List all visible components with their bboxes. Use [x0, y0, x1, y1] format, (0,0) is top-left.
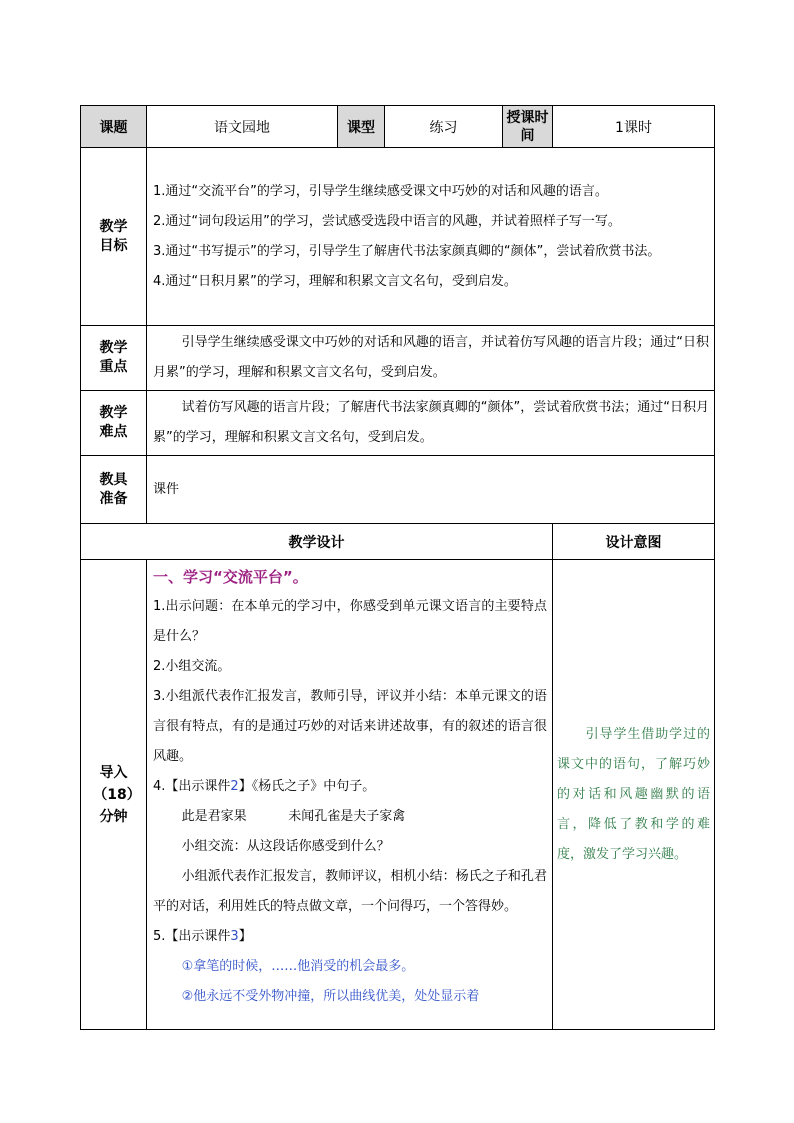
type-label: 课型	[338, 106, 385, 148]
objective-item: 3.通过“书写提示”的学习，引导学生了解唐代书法家颜真卿的“颜体”，尝试着欣赏书法。	[153, 243, 661, 259]
step-5-prefix: 5.【出示课件	[153, 929, 231, 944]
step-4	[153, 772, 547, 802]
key-points-label	[81, 326, 147, 391]
difficulties-text: 试着仿写风趣的语言片段；了解唐代书法家颜真卿的“颜体”，尝试着欣赏书法；通过“日积月累”的学习，理解和积累文言文名句，受到启发。	[153, 400, 710, 445]
materials-row	[81, 456, 715, 524]
lead-in-row	[81, 560, 715, 1030]
design-header-row	[81, 524, 715, 560]
objectives-label	[81, 148, 147, 326]
step-4-prefix: 4.【出示课件	[153, 779, 231, 794]
step-text: 2.小组交流。	[153, 659, 231, 674]
step-5	[153, 922, 547, 952]
intent-content	[553, 560, 715, 1030]
stage-label	[81, 560, 147, 1030]
example-line: ②他永远不受外物冲撞，所以曲线优美，处处显示着	[181, 989, 480, 1004]
section-title: 一、学习“交流平台”。	[153, 568, 308, 586]
design-content	[147, 560, 553, 1030]
step-4-suffix: 】《杨氏之子》中句子。	[238, 779, 376, 794]
hours-label: 授课时间	[503, 106, 553, 148]
courseware-number: 3	[230, 929, 239, 944]
materials-content	[147, 456, 715, 524]
topic-label: 课题	[81, 106, 147, 148]
design-column-header: 教学设计	[81, 524, 553, 560]
objectives-label-text: 教学目标	[99, 218, 128, 254]
difficulties-label-text: 教学难点	[99, 405, 128, 440]
discuss-text: 小组交流：从这段话你感受到什么？	[181, 839, 390, 854]
objective-item: 1.通过“交流平台”的学习，引导学生继续感受课文中巧妙的对话和风趣的语言。	[153, 183, 608, 199]
quote-b: 未闻孔雀是夫子家禽	[288, 809, 406, 824]
objective-item: 4.通过“日积月累”的学习，理解和积累文言文名句，受到启发。	[153, 273, 517, 289]
difficulties-row	[81, 391, 715, 456]
step-text: 1.出示问题：在本单元的学习中，你感受到单元课文语言的主要特点是什么？	[153, 599, 547, 644]
intent-column-header: 设计意图	[553, 524, 715, 560]
materials-label	[81, 456, 147, 524]
key-points-content	[147, 326, 715, 391]
materials-label-text: 教具准备	[99, 471, 128, 507]
step-text: 3.小组派代表作汇报发言，教师引导，评议并小结：本单元课文的语言很有特点，有的是通过巧妙的对话来讲述故事，有的叙述的语言很风趣。	[153, 689, 547, 764]
step-5-suffix: 】	[238, 929, 252, 944]
stage-label-text: 导入（18）分钟	[93, 764, 134, 825]
objective-item: 2.通过“词句段运用”的学习，尝试感受选段中语言的风趣，并试着照样子写一写。	[153, 213, 621, 229]
header-row	[81, 106, 715, 148]
courseware-number: 2	[230, 779, 239, 794]
quote-a: 此是君家果	[181, 809, 247, 824]
objectives-row	[81, 148, 715, 326]
quote-line	[153, 802, 547, 832]
topic-value: 语文园地	[147, 106, 338, 148]
lesson-plan-table	[80, 105, 715, 1030]
difficulties-content	[147, 391, 715, 456]
key-points-text: 引导学生继续感受课文中巧妙的对话和风趣的语言，并试着仿写风趣的语言片段；通过“日积月累”的学习，理解和积累文言文名句，受到启发。	[153, 335, 710, 380]
objectives-content	[147, 148, 715, 326]
difficulties-label	[81, 391, 147, 456]
example-line: ①拿笔的时候，……他消受的机会最多。	[181, 959, 415, 974]
intent-text: 引导学生借助学过的课文中的语句，了解巧妙的对话和风趣幽默的语言，降低了教和学的难度，激发了学习兴趣。	[557, 726, 711, 862]
summary-text: 小组派代表作汇报发言，教师评议，相机小结：杨氏之子和孔君平的对话，利用姓氏的特点做文章，一个问得巧，一个答得妙。	[153, 869, 547, 914]
key-points-label-text: 教学重点	[99, 340, 128, 375]
hours-value: 1课时	[553, 106, 715, 148]
key-points-row	[81, 326, 715, 391]
materials-text: 课件	[153, 481, 180, 497]
type-value: 练习	[385, 106, 503, 148]
